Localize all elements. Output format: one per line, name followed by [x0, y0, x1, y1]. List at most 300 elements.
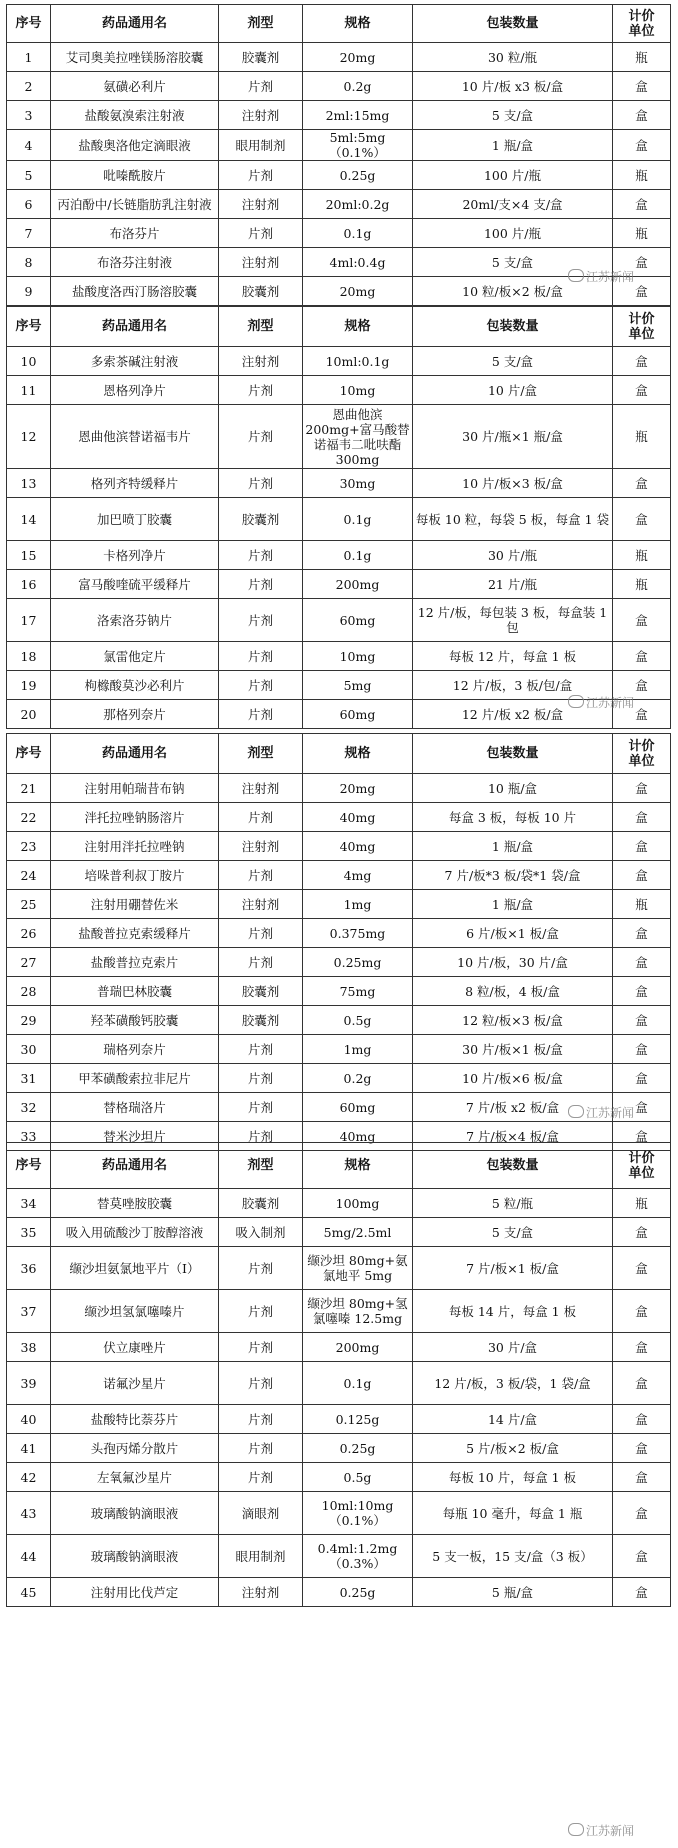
cell-form: 片剂: [219, 642, 303, 671]
cell-form: 注射剂: [219, 248, 303, 277]
cell-name: 盐酸奥洛他定滴眼液: [51, 130, 219, 161]
cell-pack: 12 片/板，每包装 3 板，每盒装 1 包: [413, 599, 613, 642]
cell-name: 富马酸喹硫平缓释片: [51, 570, 219, 599]
cell-form: 注射剂: [219, 101, 303, 130]
table-row: [7, 1578, 671, 1607]
cell-unit: 盒: [613, 101, 671, 130]
cell-pack: 10 瓶/盒: [413, 774, 613, 803]
cell-form: 片剂: [219, 861, 303, 890]
cell-pack: 1 瓶/盒: [413, 832, 613, 861]
watermark-3: 江苏新闻: [568, 1104, 634, 1121]
cell-unit: 盒: [613, 1093, 671, 1122]
cell-no: 20: [7, 700, 51, 729]
header-no: 序号: [7, 1143, 51, 1189]
cell-name: 多索茶碱注射液: [51, 347, 219, 376]
cell-pack: 每盒 3 板，每板 10 片: [413, 803, 613, 832]
cell-spec: 60mg: [303, 1093, 413, 1122]
header-no: 序号: [7, 734, 51, 774]
cell-name: 加巴喷丁胶囊: [51, 498, 219, 541]
cell-pack: 1 瓶/盒: [413, 130, 613, 161]
cell-form: 注射剂: [219, 190, 303, 219]
cell-spec: 40mg: [303, 803, 413, 832]
table-row: [7, 498, 671, 541]
cell-pack: 1 瓶/盒: [413, 890, 613, 919]
cell-name: 盐酸特比萘芬片: [51, 1405, 219, 1434]
cell-no: 40: [7, 1405, 51, 1434]
table-row: [7, 1247, 671, 1290]
cell-no: 32: [7, 1093, 51, 1122]
cell-form: 片剂: [219, 161, 303, 190]
cell-spec: 60mg: [303, 599, 413, 642]
cell-no: 45: [7, 1578, 51, 1607]
cell-unit: 盒: [613, 1035, 671, 1064]
cell-spec: 5ml:5mg（0.1%）: [303, 130, 413, 161]
table-row: [7, 977, 671, 1006]
cell-pack: 5 支/盒: [413, 347, 613, 376]
wechat-icon: [568, 269, 584, 282]
cell-spec: 5mg: [303, 671, 413, 700]
cell-form: 片剂: [219, 72, 303, 101]
table-row: [7, 1362, 671, 1405]
cell-pack: 30 片/瓶×1 瓶/盒: [413, 405, 613, 469]
cell-pack: 10 粒/板×2 板/盒: [413, 277, 613, 306]
cell-name: 注射用帕瑞昔布钠: [51, 774, 219, 803]
cell-no: 13: [7, 469, 51, 498]
cell-spec: 0.4ml:1.2mg（0.3%）: [303, 1535, 413, 1578]
cell-pack: 5 片/板×2 板/盒: [413, 1434, 613, 1463]
cell-no: 18: [7, 642, 51, 671]
drug-table-block-2: [6, 306, 670, 729]
cell-no: 30: [7, 1035, 51, 1064]
cell-form: 片剂: [219, 700, 303, 729]
cell-pack: 10 片/盒: [413, 376, 613, 405]
cell-spec: 0.1g: [303, 498, 413, 541]
cell-form: 注射剂: [219, 890, 303, 919]
cell-no: 11: [7, 376, 51, 405]
cell-form: 片剂: [219, 948, 303, 977]
watermark-4: 江苏新闻: [568, 1822, 634, 1839]
cell-unit: 盒: [613, 599, 671, 642]
cell-no: 42: [7, 1463, 51, 1492]
cell-no: 36: [7, 1247, 51, 1290]
cell-spec: 0.25g: [303, 161, 413, 190]
table-row: [7, 219, 671, 248]
cell-no: 8: [7, 248, 51, 277]
cell-spec: 0.5g: [303, 1006, 413, 1035]
table-row: [7, 1290, 671, 1333]
cell-name: 缬沙坦氢氯噻嗪片: [51, 1290, 219, 1333]
cell-no: 7: [7, 219, 51, 248]
cell-spec: 30mg: [303, 469, 413, 498]
cell-no: 35: [7, 1218, 51, 1247]
table-row: [7, 130, 671, 161]
cell-unit: 盒: [613, 642, 671, 671]
cell-no: 41: [7, 1434, 51, 1463]
table-row: [7, 72, 671, 101]
cell-form: 片剂: [219, 1122, 303, 1151]
cell-no: 19: [7, 671, 51, 700]
cell-pack: 12 片/板，3 板/袋，1 袋/盒: [413, 1362, 613, 1405]
cell-form: 胶囊剂: [219, 977, 303, 1006]
cell-spec: 0.1g: [303, 219, 413, 248]
table-body-1: [7, 43, 671, 306]
cell-pack: 20ml/支×4 支/盒: [413, 190, 613, 219]
cell-spec: 5mg/2.5ml: [303, 1218, 413, 1247]
cell-form: 片剂: [219, 405, 303, 469]
cell-spec: 60mg: [303, 700, 413, 729]
cell-unit: 盒: [613, 498, 671, 541]
cell-no: 37: [7, 1290, 51, 1333]
cell-form: 片剂: [219, 1333, 303, 1362]
cell-spec: 200mg: [303, 1333, 413, 1362]
cell-pack: 5 支/盒: [413, 101, 613, 130]
cell-spec: 0.2g: [303, 72, 413, 101]
header-form: 剂型: [219, 5, 303, 43]
cell-no: 34: [7, 1189, 51, 1218]
cell-form: 注射剂: [219, 774, 303, 803]
cell-pack: 7 片/板×4 板/盒: [413, 1122, 613, 1151]
table-row: [7, 832, 671, 861]
cell-spec: 10ml:10mg（0.1%）: [303, 1492, 413, 1535]
cell-pack: 5 瓶/盒: [413, 1578, 613, 1607]
cell-spec: 0.1g: [303, 541, 413, 570]
cell-unit: 瓶: [613, 1189, 671, 1218]
cell-form: 片剂: [219, 376, 303, 405]
cell-form: 片剂: [219, 1405, 303, 1434]
table-header-row: [7, 307, 671, 347]
cell-spec: 20mg: [303, 774, 413, 803]
cell-pack: 6 片/板×1 板/盒: [413, 919, 613, 948]
cell-name: 恩曲他滨替诺福韦片: [51, 405, 219, 469]
table-header-row: [7, 734, 671, 774]
cell-name: 泮托拉唑钠肠溶片: [51, 803, 219, 832]
cell-form: 胶囊剂: [219, 1189, 303, 1218]
cell-form: 片剂: [219, 1290, 303, 1333]
cell-pack: 5 支一板，15 支/盒（3 板）: [413, 1535, 613, 1578]
cell-name: 注射用硼替佐米: [51, 890, 219, 919]
header-unit: 计价 单位: [613, 734, 671, 774]
cell-unit: 盒: [613, 774, 671, 803]
cell-spec: 0.25mg: [303, 948, 413, 977]
table-row: [7, 347, 671, 376]
cell-name: 盐酸度洛西汀肠溶胶囊: [51, 277, 219, 306]
cell-pack: 8 粒/板，4 板/盒: [413, 977, 613, 1006]
cell-no: 26: [7, 919, 51, 948]
cell-name: 盐酸普拉克索片: [51, 948, 219, 977]
cell-spec: 0.5g: [303, 1463, 413, 1492]
cell-spec: 1mg: [303, 1035, 413, 1064]
cell-name: 布洛芬注射液: [51, 248, 219, 277]
cell-pack: 10 片/板 x3 板/盒: [413, 72, 613, 101]
cell-name: 洛索洛芬钠片: [51, 599, 219, 642]
cell-unit: 盒: [613, 1064, 671, 1093]
cell-spec: 0.25g: [303, 1434, 413, 1463]
cell-form: 注射剂: [219, 347, 303, 376]
cell-no: 14: [7, 498, 51, 541]
cell-spec: 缬沙坦 80mg+氨氯地平 5mg: [303, 1247, 413, 1290]
table-body-4: [7, 1189, 671, 1607]
header-name: 药品通用名: [51, 734, 219, 774]
header-form: 剂型: [219, 1143, 303, 1189]
cell-no: 9: [7, 277, 51, 306]
cell-spec: 20mg: [303, 277, 413, 306]
cell-pack: 14 片/盒: [413, 1405, 613, 1434]
cell-pack: 每板 12 片，每盒 1 板: [413, 642, 613, 671]
cell-unit: 盒: [613, 977, 671, 1006]
cell-spec: 100mg: [303, 1189, 413, 1218]
table-row: [7, 161, 671, 190]
wechat-icon: [568, 1823, 584, 1836]
cell-spec: 恩曲他滨 200mg+富马酸替诺福韦二吡呋酯 300mg: [303, 405, 413, 469]
cell-name: 伏立康唑片: [51, 1333, 219, 1362]
drug-table-4: [6, 1142, 671, 1607]
cell-no: 25: [7, 890, 51, 919]
table-row: [7, 803, 671, 832]
cell-no: 23: [7, 832, 51, 861]
cell-name: 盐酸氨溴索注射液: [51, 101, 219, 130]
cell-pack: 10 片/板，30 片/盒: [413, 948, 613, 977]
cell-name: 枸橼酸莫沙必利片: [51, 671, 219, 700]
cell-form: 片剂: [219, 541, 303, 570]
watermark-2: 江苏新闻: [568, 694, 634, 711]
header-name: 药品通用名: [51, 1143, 219, 1189]
header-unit: 计价 单位: [613, 1143, 671, 1189]
cell-form: 注射剂: [219, 832, 303, 861]
cell-spec: 75mg: [303, 977, 413, 1006]
cell-pack: 100 片/瓶: [413, 219, 613, 248]
cell-unit: 盒: [613, 700, 671, 729]
table-row: [7, 405, 671, 469]
cell-unit: 瓶: [613, 570, 671, 599]
table-row: [7, 774, 671, 803]
cell-form: 滴眼剂: [219, 1492, 303, 1535]
drug-table-1: [6, 4, 671, 306]
table-row: [7, 1434, 671, 1463]
cell-no: 27: [7, 948, 51, 977]
cell-name: 恩格列净片: [51, 376, 219, 405]
cell-no: 15: [7, 541, 51, 570]
cell-unit: 盒: [613, 1218, 671, 1247]
cell-form: 片剂: [219, 1362, 303, 1405]
drug-table-block-3: [6, 733, 670, 1151]
cell-spec: 20mg: [303, 43, 413, 72]
cell-no: 24: [7, 861, 51, 890]
cell-spec: 10mg: [303, 376, 413, 405]
cell-name: 培哚普利叔丁胺片: [51, 861, 219, 890]
table-row: [7, 1035, 671, 1064]
cell-no: 21: [7, 774, 51, 803]
cell-no: 16: [7, 570, 51, 599]
cell-unit: 盒: [613, 347, 671, 376]
cell-form: 片剂: [219, 671, 303, 700]
cell-unit: 盒: [613, 1006, 671, 1035]
cell-name: 盐酸普拉克索缓释片: [51, 919, 219, 948]
cell-unit: 瓶: [613, 219, 671, 248]
cell-pack: 5 粒/瓶: [413, 1189, 613, 1218]
table-body-2: [7, 347, 671, 729]
table-row: [7, 43, 671, 72]
table-row: [7, 861, 671, 890]
header-spec: 规格: [303, 307, 413, 347]
cell-pack: 每板 10 片，每盒 1 板: [413, 1463, 613, 1492]
cell-unit: 盒: [613, 130, 671, 161]
cell-pack: 30 片/瓶: [413, 541, 613, 570]
cell-unit: 盒: [613, 803, 671, 832]
cell-form: 片剂: [219, 1434, 303, 1463]
cell-form: 胶囊剂: [219, 277, 303, 306]
cell-no: 4: [7, 130, 51, 161]
cell-pack: 12 粒/板×3 板/盒: [413, 1006, 613, 1035]
cell-unit: 盒: [613, 72, 671, 101]
cell-name: 玻璃酸钠滴眼液: [51, 1492, 219, 1535]
table-header-row: [7, 1143, 671, 1189]
cell-name: 氨磺必利片: [51, 72, 219, 101]
table-row: [7, 190, 671, 219]
cell-form: 片剂: [219, 570, 303, 599]
cell-unit: 盒: [613, 1434, 671, 1463]
cell-name: 普瑞巴林胶囊: [51, 977, 219, 1006]
cell-spec: 20ml:0.2g: [303, 190, 413, 219]
cell-unit: 盒: [613, 671, 671, 700]
cell-spec: 4ml:0.4g: [303, 248, 413, 277]
cell-name: 注射用比伐芦定: [51, 1578, 219, 1607]
cell-no: 1: [7, 43, 51, 72]
cell-pack: 30 片/盒: [413, 1333, 613, 1362]
header-pack: 包装数量: [413, 307, 613, 347]
cell-pack: 30 粒/瓶: [413, 43, 613, 72]
cell-spec: 40mg: [303, 832, 413, 861]
cell-form: 片剂: [219, 469, 303, 498]
table-row: [7, 1064, 671, 1093]
cell-unit: 盒: [613, 1362, 671, 1405]
drug-table-block-1: [6, 4, 670, 306]
cell-name: 艾司奥美拉唑镁肠溶胶囊: [51, 43, 219, 72]
table-row: [7, 469, 671, 498]
watermark-1: 江苏新闻: [568, 268, 634, 285]
header-spec: 规格: [303, 5, 413, 43]
header-spec: 规格: [303, 1143, 413, 1189]
cell-unit: 瓶: [613, 161, 671, 190]
table-row: [7, 1535, 671, 1578]
cell-pack: 10 片/板×3 板/盒: [413, 469, 613, 498]
table-row: [7, 1218, 671, 1247]
cell-name: 羟苯磺酸钙胶囊: [51, 1006, 219, 1035]
cell-pack: 12 片/板，3 板/包/盒: [413, 671, 613, 700]
drug-table-block-4: [6, 1142, 670, 1607]
cell-name: 玻璃酸钠滴眼液: [51, 1535, 219, 1578]
cell-spec: 40mg: [303, 1122, 413, 1151]
cell-spec: 10mg: [303, 642, 413, 671]
cell-name: 卡格列净片: [51, 541, 219, 570]
cell-spec: 1mg: [303, 890, 413, 919]
cell-spec: 0.25g: [303, 1578, 413, 1607]
table-row: [7, 948, 671, 977]
wechat-icon: [568, 695, 584, 708]
cell-pack: 10 片/板×6 板/盒: [413, 1064, 613, 1093]
cell-name: 注射用泮托拉唑钠: [51, 832, 219, 861]
table-body-3: [7, 774, 671, 1151]
header-unit: 计价 单位: [613, 307, 671, 347]
header-no: 序号: [7, 307, 51, 347]
cell-form: 片剂: [219, 1064, 303, 1093]
header-name: 药品通用名: [51, 307, 219, 347]
header-pack: 包装数量: [413, 1143, 613, 1189]
cell-unit: 盒: [613, 1247, 671, 1290]
cell-form: 眼用制剂: [219, 1535, 303, 1578]
cell-name: 甲苯磺酸索拉非尼片: [51, 1064, 219, 1093]
table-row: [7, 599, 671, 642]
cell-form: 胶囊剂: [219, 498, 303, 541]
cell-unit: 盒: [613, 1535, 671, 1578]
table-row: [7, 1006, 671, 1035]
cell-spec: 0.125g: [303, 1405, 413, 1434]
cell-spec: 0.375mg: [303, 919, 413, 948]
cell-no: 33: [7, 1122, 51, 1151]
cell-no: 31: [7, 1064, 51, 1093]
cell-name: 瑞格列奈片: [51, 1035, 219, 1064]
cell-form: 胶囊剂: [219, 43, 303, 72]
cell-unit: 盒: [613, 376, 671, 405]
cell-spec: 0.1g: [303, 1362, 413, 1405]
cell-unit: 盒: [613, 469, 671, 498]
cell-name: 缬沙坦氨氯地平片（Ⅰ）: [51, 1247, 219, 1290]
cell-name: 吸入用硫酸沙丁胺醇溶液: [51, 1218, 219, 1247]
cell-unit: 盒: [613, 861, 671, 890]
header-no: 序号: [7, 5, 51, 43]
cell-no: 44: [7, 1535, 51, 1578]
cell-pack: 30 片/板×1 板/盒: [413, 1035, 613, 1064]
cell-name: 氯雷他定片: [51, 642, 219, 671]
cell-no: 17: [7, 599, 51, 642]
cell-name: 丙泊酚中/长链脂肪乳注射液: [51, 190, 219, 219]
cell-unit: 瓶: [613, 541, 671, 570]
cell-name: 替莫唑胺胶囊: [51, 1189, 219, 1218]
header-name: 药品通用名: [51, 5, 219, 43]
cell-unit: 盒: [613, 1333, 671, 1362]
cell-unit: 盒: [613, 248, 671, 277]
cell-unit: 盒: [613, 1463, 671, 1492]
cell-unit: 瓶: [613, 405, 671, 469]
cell-pack: 每板 10 粒，每袋 5 板，每盒 1 袋: [413, 498, 613, 541]
table-row: [7, 1492, 671, 1535]
cell-no: 2: [7, 72, 51, 101]
cell-no: 6: [7, 190, 51, 219]
cell-no: 43: [7, 1492, 51, 1535]
cell-unit: 盒: [613, 1122, 671, 1151]
cell-form: 注射剂: [219, 1578, 303, 1607]
cell-no: 39: [7, 1362, 51, 1405]
cell-pack: 100 片/瓶: [413, 161, 613, 190]
cell-form: 片剂: [219, 219, 303, 248]
cell-unit: 盒: [613, 948, 671, 977]
cell-spec: 200mg: [303, 570, 413, 599]
cell-no: 38: [7, 1333, 51, 1362]
cell-no: 28: [7, 977, 51, 1006]
table-row: [7, 101, 671, 130]
table-row: [7, 919, 671, 948]
cell-no: 12: [7, 405, 51, 469]
cell-unit: 盒: [613, 832, 671, 861]
cell-unit: 盒: [613, 1290, 671, 1333]
wechat-icon: [568, 1105, 584, 1118]
cell-pack: 每瓶 10 毫升，每盒 1 瓶: [413, 1492, 613, 1535]
cell-pack: 每板 14 片，每盒 1 板: [413, 1290, 613, 1333]
cell-no: 22: [7, 803, 51, 832]
cell-unit: 盒: [613, 919, 671, 948]
cell-pack: 12 片/板 x2 板/盒: [413, 700, 613, 729]
cell-spec: 2ml:15mg: [303, 101, 413, 130]
cell-pack: 7 片/板*3 板/袋*1 袋/盒: [413, 861, 613, 890]
